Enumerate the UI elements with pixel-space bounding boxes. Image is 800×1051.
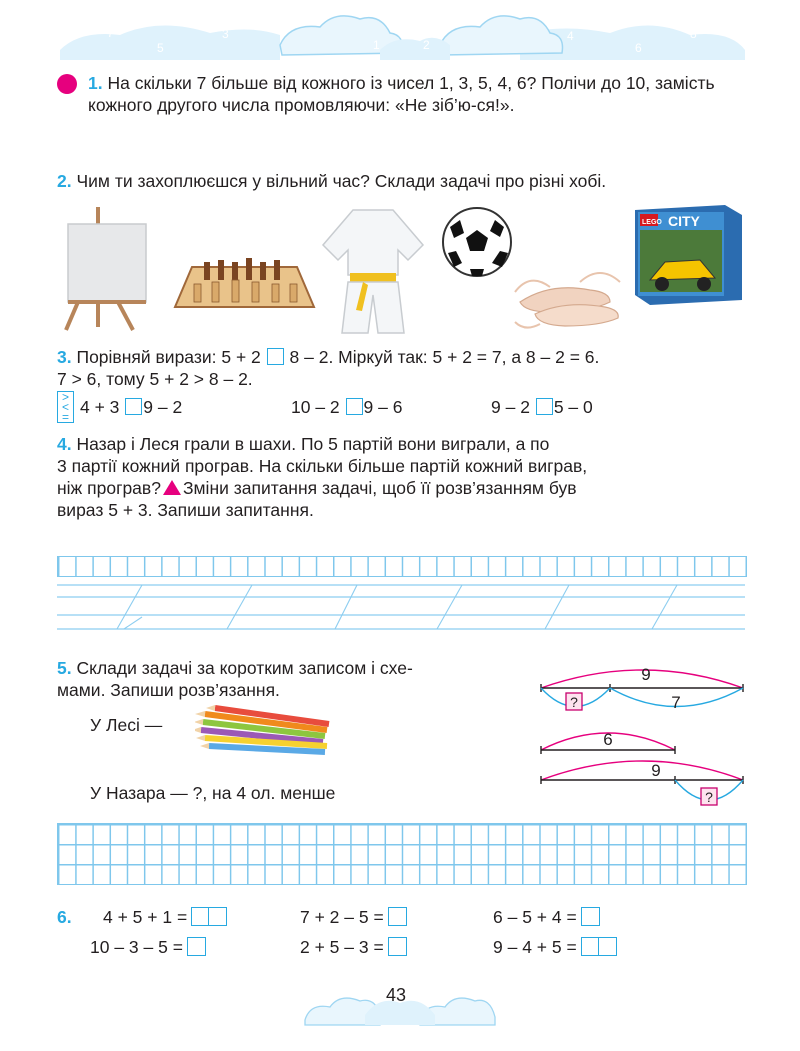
compare-box[interactable] <box>267 348 284 365</box>
exercise-1-right: 9 – 2 <box>143 397 183 417</box>
expr-r2c2: 2 + 5 – 3 = <box>300 937 384 957</box>
exercise-1-left: 4 + 3 <box>80 397 120 417</box>
task-4 <box>57 433 747 521</box>
scheme-1-question: ? <box>570 694 578 710</box>
easel-image <box>58 202 158 332</box>
ballet-shoes-image <box>510 262 630 334</box>
soccer-ball-image <box>440 205 515 280</box>
task-5-line-1: Склади задачі за коротким записом і схе- <box>76 658 413 678</box>
header-number: 2 <box>423 38 430 52</box>
pink-dot-marker <box>57 74 77 94</box>
expr-r1c2: 7 + 2 – 5 = <box>300 907 384 927</box>
task-2-text: Чим ти захоплюєшся у вільний час? Склади задачі про різні хобі. <box>76 171 607 191</box>
header-cloud-band <box>50 5 750 65</box>
header-number: 1 <box>373 38 380 52</box>
lesia-label: У Лесі — <box>90 715 163 735</box>
task-5-number: 5. <box>57 658 72 678</box>
header-number: 6 <box>635 41 642 55</box>
header-number: 5 <box>157 41 164 55</box>
lego-logo-text: LEGO <box>642 219 662 226</box>
answer-box[interactable] <box>187 937 206 956</box>
answer-box-double[interactable] <box>581 937 617 956</box>
scheme-2-total: 9 <box>651 761 661 780</box>
task-6-r2c3 <box>493 936 617 958</box>
task-1-text: На скільки 7 більше від кожного із чисел 1, 3, 5, 4, 6? Полічи до 10, замість кожного другого числа промовляючи: «Не зіб’ю-ся!». <box>88 73 715 115</box>
task-5-line-2: мами. Запиши розв’язання. <box>57 680 280 700</box>
scheme-1-part: 7 <box>671 693 681 712</box>
task-6-number: 6. <box>57 907 72 927</box>
task-3-line-2: 7 > 6, тому 5 + 2 > 8 – 2. <box>57 369 253 389</box>
task-2-number: 2. <box>57 171 72 191</box>
header-number: 7 <box>107 26 114 40</box>
exercise-1-box[interactable] <box>125 398 142 415</box>
answer-box[interactable] <box>388 937 407 956</box>
task-5-text <box>57 657 527 701</box>
chess-board-image <box>172 232 317 312</box>
exercise-3-right: 5 – 0 <box>553 397 593 417</box>
task-6-r1c2 <box>300 906 407 928</box>
task-3-exercise-3 <box>491 396 593 418</box>
scheme-1 <box>538 660 748 720</box>
expr-r1c3: 6 – 5 + 4 = <box>493 907 577 927</box>
task-3-exercise-2 <box>291 396 402 418</box>
answer-grid[interactable] <box>57 823 747 885</box>
exercise-3-left: 9 – 2 <box>491 397 530 417</box>
kimono-image <box>318 205 428 335</box>
task-4-line-3b: Зміни запитання задачі, щоб її розв’язанням був <box>182 478 577 498</box>
page-number: 43 <box>386 985 407 1005</box>
scheme-1-total: 9 <box>641 665 651 684</box>
task-6-r1c3 <box>493 906 600 928</box>
header-number: 8 <box>690 27 697 41</box>
task-3-number: 3. <box>57 347 72 367</box>
lego-box-image <box>630 200 745 306</box>
pencils-image <box>195 700 335 760</box>
task-3-line-1 <box>57 346 757 368</box>
task-4-line-3a: ніж програв? <box>57 478 161 498</box>
answer-box[interactable] <box>581 907 600 926</box>
scheme-2-question: ? <box>705 789 713 805</box>
task-3-text-a: Порівняй вирази: 5 + 2 <box>76 347 261 367</box>
task-3-text-b: 8 – 2. Міркуй так: 5 + 2 = 7, а 8 – 2 = 6. <box>289 347 600 367</box>
header-number: 3 <box>222 27 229 41</box>
task-6-r2c1 <box>90 936 206 958</box>
task-1 <box>88 72 748 116</box>
expr-r2c1: 10 – 3 – 5 = <box>90 937 183 957</box>
exercise-2-left: 10 – 2 <box>291 397 340 417</box>
header-number: 4 <box>567 29 574 43</box>
answer-box-double[interactable] <box>191 907 227 926</box>
answer-box[interactable] <box>388 907 407 926</box>
expr-r1c1: 4 + 5 + 1 = <box>103 907 188 927</box>
answer-cells-strip[interactable] <box>57 556 747 577</box>
expr-r2c3: 9 – 4 + 5 = <box>493 937 577 957</box>
task-2 <box>57 170 757 192</box>
task-4-line-4: вираз 5 + 3. Запиши запитання. <box>57 500 314 520</box>
header-number: 0 <box>394 17 401 31</box>
task-4-line-2: 3 партії кожний програв. На скільки більше партій кожний виграв, <box>57 456 588 476</box>
scheme-2-top-value: 6 <box>603 730 613 749</box>
exercise-2-right: 9 – 6 <box>363 397 403 417</box>
lego-city-text: CITY <box>668 213 700 229</box>
task-6-r2c2 <box>300 936 407 958</box>
exercise-2-box[interactable] <box>346 398 363 415</box>
task-3-exercises <box>80 396 182 418</box>
task-1-number: 1. <box>88 73 103 93</box>
triangle-marker <box>163 480 181 495</box>
task-4-line-1: Назар і Леся грали в шахи. По 5 партій вони виграли, а по <box>76 434 550 454</box>
nazar-label: У Назара — ?, на 4 ол. менше <box>90 783 336 803</box>
exercise-3-box[interactable] <box>536 398 553 415</box>
task-6-r1c1 <box>103 906 227 928</box>
handwriting-lines[interactable] <box>57 583 745 633</box>
signs-hint-box: > < = <box>57 391 74 423</box>
task-4-number: 4. <box>57 434 72 454</box>
scheme-2 <box>538 720 748 820</box>
